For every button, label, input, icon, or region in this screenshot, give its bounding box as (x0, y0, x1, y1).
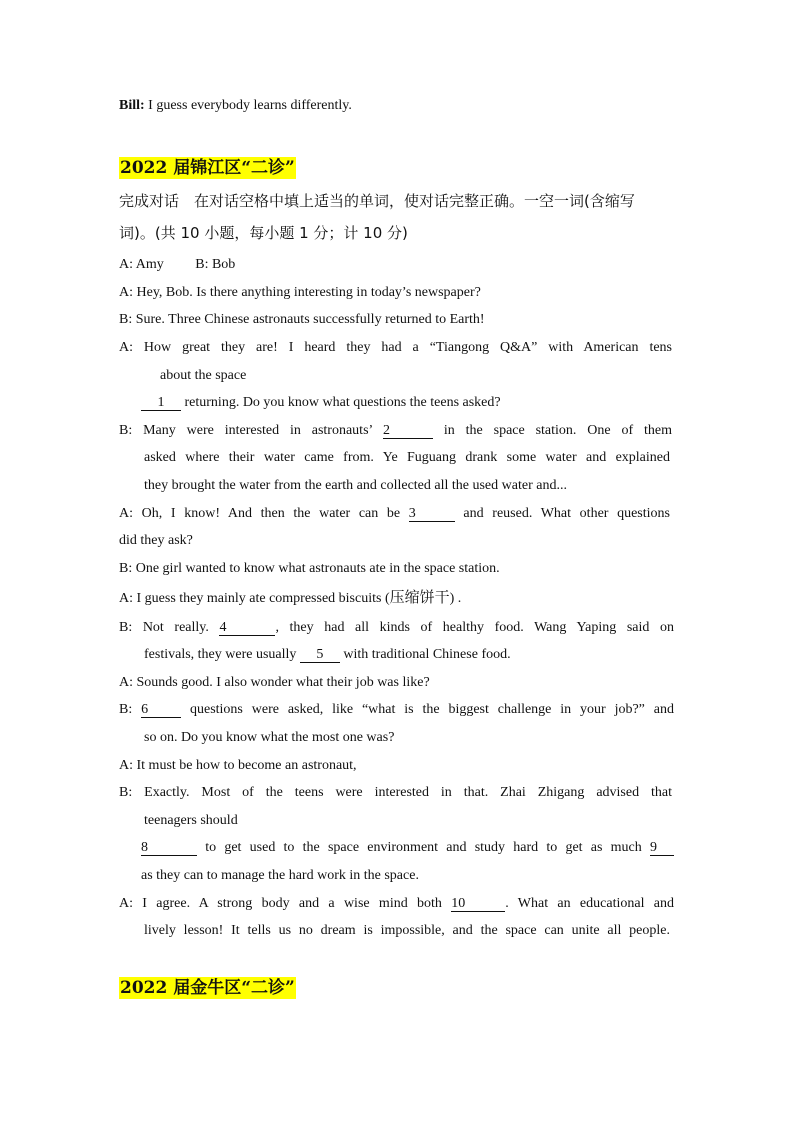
dialogue-line: B: 6 questions were asked, like “what is the biggest challenge in your job?” and (119, 702, 674, 717)
dialogue-line: about the space (160, 368, 247, 383)
section-heading-jinniu: 2022 届金牛区“二诊” (120, 978, 295, 998)
dialogue-line: B: Not really. 4 , they had all kinds of healthy food. Wang Yaping said on (119, 620, 675, 635)
answer-blank-4[interactable]: 4 (219, 620, 275, 636)
answer-blank-9[interactable]: 9 (650, 840, 674, 856)
dialogue-line: did they ask? (119, 533, 193, 548)
dialogue-line: 8 to get used to the space environment and study hard to get as much 9 (141, 839, 674, 857)
dialogue-line: 1 returning. Do you know what questions the teens asked? (141, 394, 501, 412)
roles-line: A: Amy B: Bob (119, 257, 236, 272)
closing-text: I guess everybody learns differently. (144, 98, 352, 113)
dialogue-line: so on. Do you know what the most one was? (144, 730, 395, 745)
dialogue-line: A: Hey, Bob. Is there anything interesting in today’s newspaper? (119, 285, 481, 300)
dialogue-line: B: Many were interested in astronauts’ 2 in the space station. One of them (119, 423, 672, 438)
dialogue-line: they brought the water from the earth and collected all the used water and... (144, 478, 567, 493)
dialogue-line: B: Exactly. Most of the teens were interested in that. Zhai Zhigang advised that (119, 785, 672, 800)
speaker-label: Bill: (119, 98, 145, 113)
dialogue-line: A: It must be how to become an astronaut, (119, 758, 357, 773)
dialogue-line: asked where their water came from. Ye Fuguang drank some water and explained (144, 450, 670, 465)
answer-blank-3[interactable]: 3 (409, 506, 455, 522)
dialogue-line: A: I agree. A strong body and a wise mind both 10 . What an educational and (119, 896, 674, 911)
dialogue-line: A: Oh, I know! And then the water can be 3 and reused. What other questions (119, 506, 670, 521)
dialogue-line: festivals, they were usually 5 with traditional Chinese food. (144, 647, 511, 662)
dialogue-line: A: Sounds good. I also wonder what their job was like? (119, 675, 430, 690)
instructions-line-1: 完成对话 在对话空格中填上适当的单词，使对话完整正确。一空一词(含缩写 (119, 192, 635, 210)
dialogue-line: B: One girl wanted to know what astronauts ate in the space station. (119, 561, 500, 576)
instructions-line-2: 词)。(共 10 小题，每小题 1 分；计 10 分) (119, 224, 408, 242)
answer-blank-5[interactable]: 5 (300, 647, 340, 663)
dialogue-line: lively lesson! It tells us no dream is impossible, and the space can unite all people. (144, 923, 670, 938)
answer-blank-10[interactable]: 10 (451, 896, 505, 912)
answer-blank-8[interactable]: 8 (141, 840, 197, 856)
dialogue-line: as they can to manage the hard work in the space. (141, 868, 419, 883)
dialogue-line: A: I guess they mainly ate compressed biscuits (压缩饼干) . (119, 588, 462, 606)
answer-blank-6[interactable]: 6 (141, 702, 181, 718)
section-heading-jinjiang: 2022 届锦江区“二诊” (120, 158, 295, 178)
dialogue-line: teenagers should (144, 813, 238, 828)
closing-line (119, 97, 352, 115)
answer-blank-1[interactable]: 1 (141, 395, 181, 411)
chinese-gloss: 压缩饼干 (389, 588, 450, 606)
answer-blank-2[interactable]: 2 (383, 423, 433, 439)
dialogue-line: A: How great they are! I heard they had a “Tiangong Q&A” with American tens (119, 340, 672, 355)
dialogue-line: B: Sure. Three Chinese astronauts successfully returned to Earth! (119, 312, 485, 327)
